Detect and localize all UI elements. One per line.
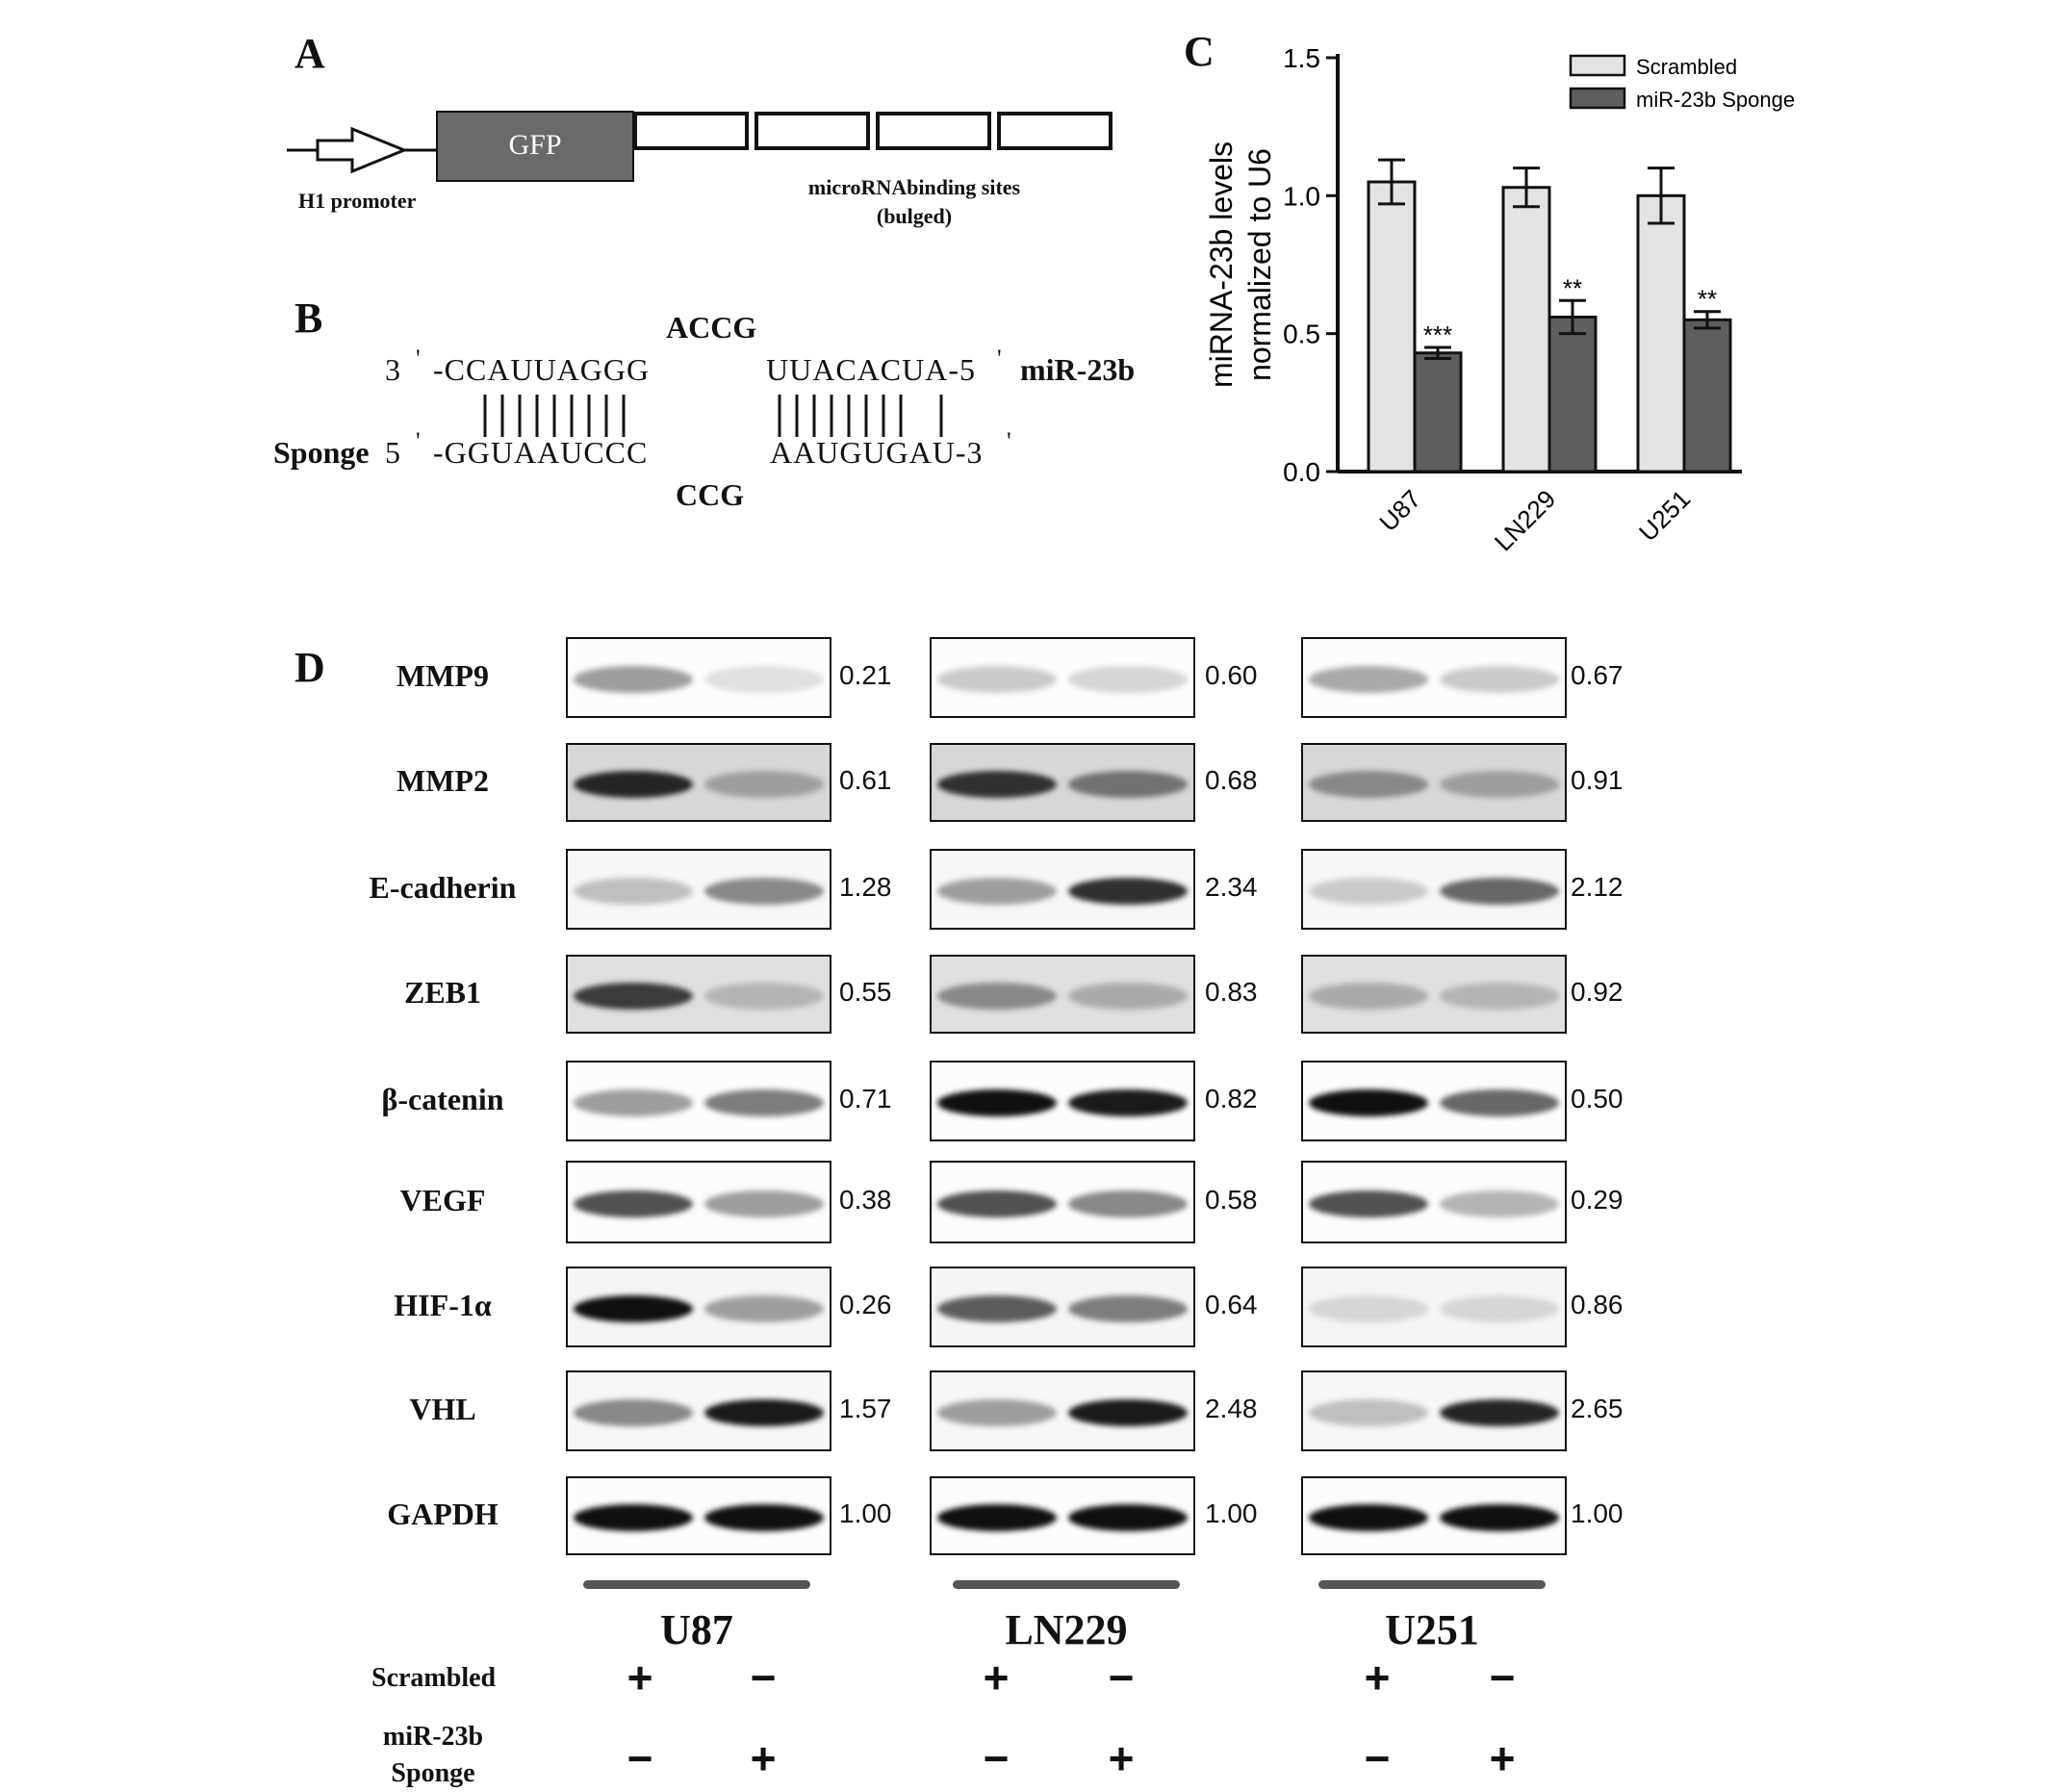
blot-zeb1-ln229 [930,955,1195,1034]
band-scrambled [574,983,693,1010]
blot-mmp2-u251 [1301,743,1567,822]
x-tick-label: U87 [1373,484,1427,537]
ratio-catenin-u251: 0.50 [1571,1084,1624,1114]
ratio-zeb1-u87: 0.55 [839,977,892,1007]
band-sponge [1440,1504,1559,1531]
band-sponge [704,1089,824,1116]
band-scrambled [1309,983,1428,1010]
ln229-group-bar [953,1580,1180,1589]
band-sponge [704,983,824,1010]
band-scrambled [574,1295,693,1322]
blot-catenin-u87 [566,1061,831,1141]
blot-catenin-u251 [1301,1061,1567,1141]
ratio-mmp2-u87: 0.61 [839,765,892,795]
mirna-seq-left: -CCAUUAGGG [433,352,651,387]
scrambled-row-label: Scrambled [371,1663,497,1693]
u251-scrambled-plus: + [1364,1652,1391,1702]
ratio-mmp9-u251: 0.67 [1571,660,1624,690]
band-sponge [1068,666,1188,693]
band-sponge [1068,983,1188,1010]
ratio-hif-1-u87: 0.26 [839,1290,892,1319]
blot-vhl-u251 [1301,1370,1567,1451]
ratio-vegf-u251: 0.29 [1571,1185,1624,1215]
ln229-scrambled-plus: + [983,1652,1010,1702]
ratio-catenin-ln229: 0.82 [1205,1084,1258,1114]
binding-site-2 [756,114,868,148]
panel-a-letter: A [294,30,325,77]
legend-swatch-sponge [1571,89,1624,108]
x-tick-label: U251 [1633,484,1697,548]
band-scrambled [574,1504,693,1531]
y-axis-label-line2: normalized to U6 [1242,148,1277,381]
blot-mmp9-u251 [1301,637,1567,718]
band-sponge [1068,1089,1188,1116]
top-prime-num: 3 [385,352,401,387]
band-sponge [1068,878,1188,905]
top-prime-mark-right: ' [997,345,1003,372]
binding-sites-label [731,173,1097,231]
band-scrambled [937,666,1057,693]
binding-site-1 [635,114,747,148]
bar-u87-sponge [1415,353,1461,472]
band-scrambled [937,1399,1057,1426]
blot-mmp9-u87 [566,637,831,718]
band-sponge [1440,1399,1559,1426]
blot-gapdh-u87 [566,1476,831,1555]
protein-label-mmp2: MMP2 [396,763,489,798]
u251-group-bar [1318,1580,1546,1589]
blot-vhl-ln229 [930,1370,1195,1451]
x-tick-label: LN229 [1488,484,1562,557]
y-tick-label: 1.5 [1283,43,1320,73]
ratio-hif-1-ln229: 0.64 [1205,1290,1258,1319]
blot-vhl-u87 [566,1370,831,1451]
ratio-gapdh-u251: 1.00 [1571,1498,1624,1528]
ratio-gapdh-u87: 1.00 [839,1498,892,1528]
band-sponge [704,1504,824,1531]
promoter-label: H1 promoter [298,189,417,213]
binding-sites-line1: microRNAbinding sites [807,175,1021,199]
band-sponge [1068,771,1188,798]
binding-site-3 [878,114,989,148]
band-sponge [704,666,824,693]
ratio-vhl-u251: 2.65 [1571,1394,1624,1423]
band-scrambled [574,1399,693,1426]
band-scrambled [1309,1190,1428,1217]
blot-catenin-ln229 [930,1061,1195,1141]
ln229-sponge-minus: − [983,1733,1010,1783]
u87-sponge-plus: + [750,1733,777,1783]
bar-chart [1174,29,1848,597]
band-scrambled [1309,1089,1428,1116]
blot-e-cadherin-u251 [1301,849,1567,930]
band-scrambled [937,771,1057,798]
base-pairing-lines [472,393,972,441]
band-scrambled [937,1089,1057,1116]
band-sponge [1068,1504,1188,1531]
promoter-arrow-icon [318,129,404,171]
band-sponge [1440,878,1559,905]
band-sponge [1440,666,1559,693]
band-sponge [704,1295,824,1322]
panel-b-letter: B [294,294,323,342]
y-tick-label: 1.0 [1283,181,1320,212]
protein-label-catenin: β-catenin [381,1082,504,1116]
panel-d-letter: D [294,644,325,691]
u87-scrambled-minus: − [750,1652,777,1702]
band-scrambled [937,878,1057,905]
band-scrambled [1309,1399,1428,1426]
band-sponge [704,1190,824,1217]
y-tick-label: 0.5 [1283,319,1320,349]
band-scrambled [937,1190,1057,1217]
binding-site-4 [999,114,1111,148]
y-axis-label-line1: miRNA-23b levels [1204,141,1239,389]
ratio-mmp2-ln229: 0.68 [1205,765,1258,795]
band-scrambled [574,1190,693,1217]
ratio-vegf-u87: 0.38 [839,1185,892,1215]
panel-c-letter: C [1184,28,1215,75]
ratio-vhl-u87: 1.57 [839,1394,892,1423]
bar-u251-scrambled [1638,195,1684,472]
ratio-e-cadherin-u87: 1.28 [839,872,892,902]
ratio-zeb1-ln229: 0.83 [1205,977,1258,1007]
band-sponge [1440,1295,1559,1322]
binding-sites-line2: (bulged) [876,204,953,228]
sponge-seq-right: AAUGUGAU-3 [770,435,984,470]
ratio-mmp9-ln229: 0.60 [1205,660,1258,690]
significance-label: *** [1422,320,1453,349]
band-sponge [1440,1190,1559,1217]
u251-scrambled-minus: − [1489,1652,1516,1702]
blot-vegf-ln229 [930,1161,1195,1243]
bottom-prime-mark-right: ' [1007,427,1012,455]
mirna-seq-right: UUACACUA-5 [766,352,976,387]
band-scrambled [1309,666,1428,693]
band-scrambled [574,771,693,798]
u251-sponge-plus: + [1489,1733,1516,1783]
ratio-mmp9-u87: 0.21 [839,660,892,690]
sponge-seq-left: -GGUAAUCCC [433,435,649,470]
band-sponge [704,878,824,905]
blot-gapdh-u251 [1301,1476,1567,1555]
protein-label-mmp9: MMP9 [396,658,489,693]
blot-e-cadherin-ln229 [930,849,1195,930]
blot-mmp2-ln229 [930,743,1195,822]
ln229-scrambled-minus: − [1108,1652,1135,1702]
blot-gapdh-ln229 [930,1476,1195,1555]
bottom-prime-mark-left: ' [416,427,422,455]
bar-ln229-scrambled [1503,188,1549,472]
band-scrambled [574,1089,693,1116]
band-scrambled [574,666,693,693]
band-sponge [704,771,824,798]
ratio-hif-1-u251: 0.86 [1571,1290,1624,1319]
blot-hif-1-ln229 [930,1267,1195,1347]
ratio-gapdh-ln229: 1.00 [1205,1498,1258,1528]
band-scrambled [574,878,693,905]
gfp-label: GFP [508,129,562,161]
bulge-top: ACCG [666,310,757,345]
u87-scrambled-plus: + [627,1652,653,1702]
protein-label-vegf: VEGF [399,1183,486,1217]
bar-u251-sponge [1684,320,1730,472]
ratio-vhl-ln229: 2.48 [1205,1394,1258,1423]
bar-u87-scrambled [1368,182,1415,472]
legend-swatch-scrambled [1571,56,1624,75]
band-scrambled [1309,878,1428,905]
ln229-sponge-plus: + [1108,1733,1135,1783]
blot-hif-1-u87 [566,1267,831,1347]
protein-label-zeb1: ZEB1 [403,975,482,1010]
legend-label-scrambled: Scrambled [1636,55,1738,79]
ln229-group-label: LN229 [1005,1606,1128,1653]
blot-vegf-u251 [1301,1161,1567,1243]
band-sponge [1440,771,1559,798]
sponge-row-label-line2: Sponge [391,1758,475,1788]
blot-hif-1-u251 [1301,1267,1567,1347]
u251-group-label: U251 [1385,1606,1479,1653]
blot-vegf-u87 [566,1161,831,1243]
band-scrambled [1309,1504,1428,1531]
protein-label-hif-1: HIF-1α [394,1288,492,1322]
u87-group-label: U87 [660,1606,733,1653]
mirna-label: miR-23b [1020,352,1136,387]
ratio-vegf-ln229: 0.58 [1205,1185,1258,1215]
ratio-e-cadherin-ln229: 2.34 [1205,872,1258,902]
bar-ln229-sponge [1549,317,1596,472]
band-sponge [1440,983,1559,1010]
significance-label: ** [1562,273,1583,303]
protein-label-gapdh: GAPDH [387,1497,499,1531]
bulge-bottom: CCG [676,477,745,512]
band-scrambled [937,983,1057,1010]
band-scrambled [937,1504,1057,1531]
band-sponge [1068,1295,1188,1322]
y-tick-label: 0.0 [1283,457,1320,487]
band-sponge [1068,1190,1188,1217]
band-scrambled [937,1295,1057,1322]
ratio-catenin-u87: 0.71 [839,1084,892,1114]
top-prime-mark-left: ' [416,345,422,372]
sponge-row-label [366,1719,500,1792]
blot-e-cadherin-u87 [566,849,831,930]
band-sponge [1068,1399,1188,1426]
blot-mmp2-u87 [566,743,831,822]
ratio-mmp2-u251: 0.91 [1571,765,1624,795]
blot-mmp9-ln229 [930,637,1195,718]
bottom-prime-num: 5 [385,435,401,470]
ratio-e-cadherin-u251: 2.12 [1571,872,1624,902]
u251-sponge-minus: − [1364,1733,1391,1783]
band-scrambled [1309,771,1428,798]
sponge-label: Sponge [273,435,370,470]
blot-zeb1-u251 [1301,955,1567,1034]
significance-label: ** [1697,284,1718,314]
u87-sponge-minus: − [627,1733,653,1783]
sponge-row-label-line1: miR-23b [382,1722,484,1752]
protein-label-vhl: VHL [409,1392,476,1426]
blot-zeb1-u87 [566,955,831,1034]
band-sponge [1440,1089,1559,1116]
u87-group-bar [583,1580,810,1589]
ratio-zeb1-u251: 0.92 [1571,977,1624,1007]
legend-label-sponge: miR-23b Sponge [1636,88,1796,112]
band-sponge [704,1399,824,1426]
band-scrambled [1309,1295,1428,1322]
protein-label-e-cadherin: E-cadherin [369,870,517,905]
